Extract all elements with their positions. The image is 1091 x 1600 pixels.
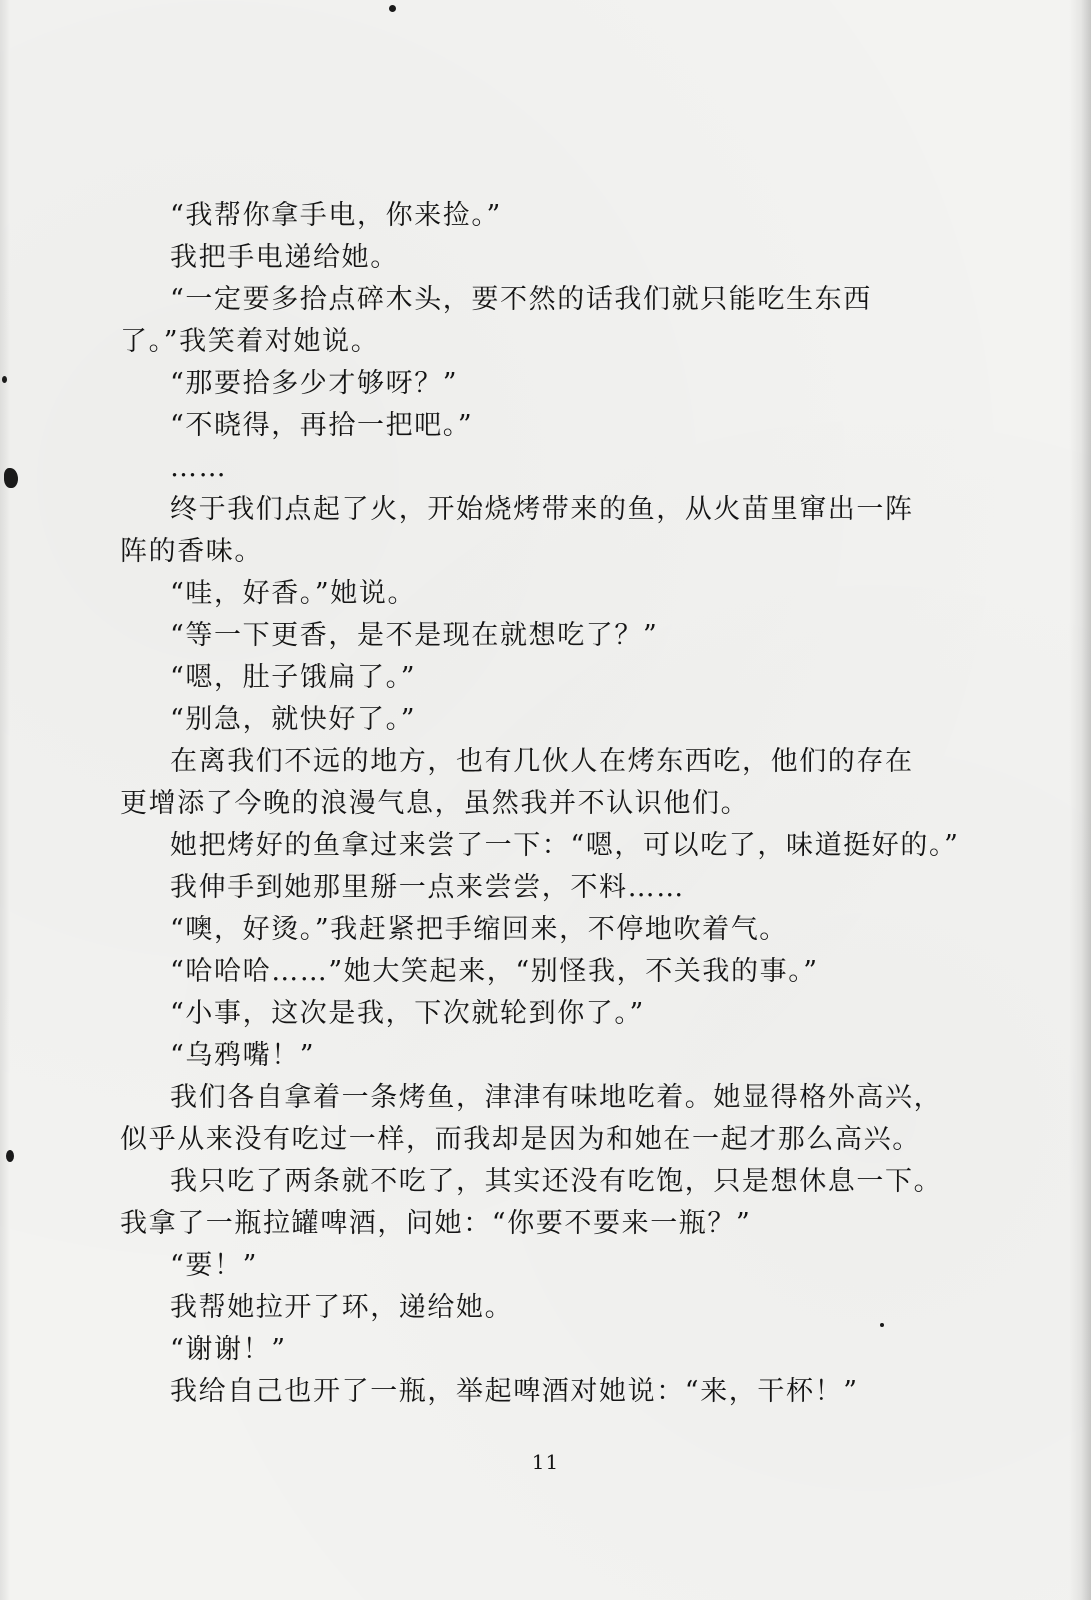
body-text: [120, 195, 960, 1413]
text-line: “噢，好烫。”我赶紧把手缩回来，不停地吹着气。: [170, 914, 788, 945]
text-line: “乌鸦嘴！”: [170, 1040, 316, 1071]
text-line: “哇，好香。”她说。: [170, 578, 417, 609]
page-number: 11: [531, 1450, 560, 1474]
text-line: 我伸手到她那里掰一点来尝尝，不料……: [170, 872, 685, 903]
text-line: ……: [170, 452, 228, 483]
page-right-shadow: [1069, 0, 1091, 1600]
text-line: “别急，就快好了。”: [170, 704, 417, 735]
text-line: “小事，这次是我，下次就轮到你了。”: [170, 998, 645, 1029]
text-line: 了。”我笑着对她说。: [120, 326, 380, 357]
text-line: “要！”: [170, 1250, 259, 1281]
text-line: “等一下更香，是不是现在就想吃了？”: [170, 620, 659, 651]
text-line: “谢谢！”: [170, 1334, 287, 1365]
text-line: 我只吃了两条就不吃了，其实还没有吃饱，只是想休息一下。: [170, 1166, 943, 1197]
text-line: 终于我们点起了火，开始烧烤带来的鱼，从火苗里窜出一阵: [170, 494, 914, 525]
text-line: 似乎从来没有吃过一样，而我却是因为和她在一起才那么高兴。: [120, 1124, 921, 1155]
ink-speck: [389, 5, 396, 12]
ink-speck: [6, 1150, 14, 1162]
ink-speck: [4, 468, 18, 488]
text-line: 阵的香味。: [120, 536, 263, 567]
ink-speck: [2, 376, 7, 383]
text-line: 我把手电递给她。: [170, 242, 399, 273]
text-line: 我们各自拿着一条烤鱼，津津有味地吃着。她显得格外高兴，: [170, 1082, 943, 1113]
text-line: “不晓得，再拾一把吧。”: [170, 410, 474, 441]
text-line: 在离我们不远的地方，也有几伙人在烤东西吃，他们的存在: [170, 746, 914, 777]
text-line: 更增添了今晚的浪漫气息，虽然我并不认识他们。: [120, 788, 750, 819]
text-line: 我帮她拉开了环，递给她。: [170, 1292, 514, 1323]
text-line: 她把烤好的鱼拿过来尝了一下：“嗯，可以吃了，味道挺好的。”: [170, 830, 960, 861]
text-line: “我帮你拿手电，你来捡。”: [170, 200, 502, 231]
text-line: 我给自己也开了一瓶，举起啤酒对她说：“来，干杯！”: [170, 1376, 859, 1407]
text-line: “那要拾多少才够呀？”: [170, 368, 459, 399]
text-line: “哈哈哈……”她大笑起来，“别怪我，不关我的事。”: [170, 956, 819, 987]
page-left-shadow: [0, 0, 10, 1600]
text-line: 我拿了一瓶拉罐啤酒，问她：“你要不要来一瓶？”: [120, 1208, 752, 1239]
text-line: “一定要多拾点碎木头，要不然的话我们就只能吃生东西: [170, 284, 872, 315]
text-line: “嗯，肚子饿扁了。”: [170, 662, 417, 693]
